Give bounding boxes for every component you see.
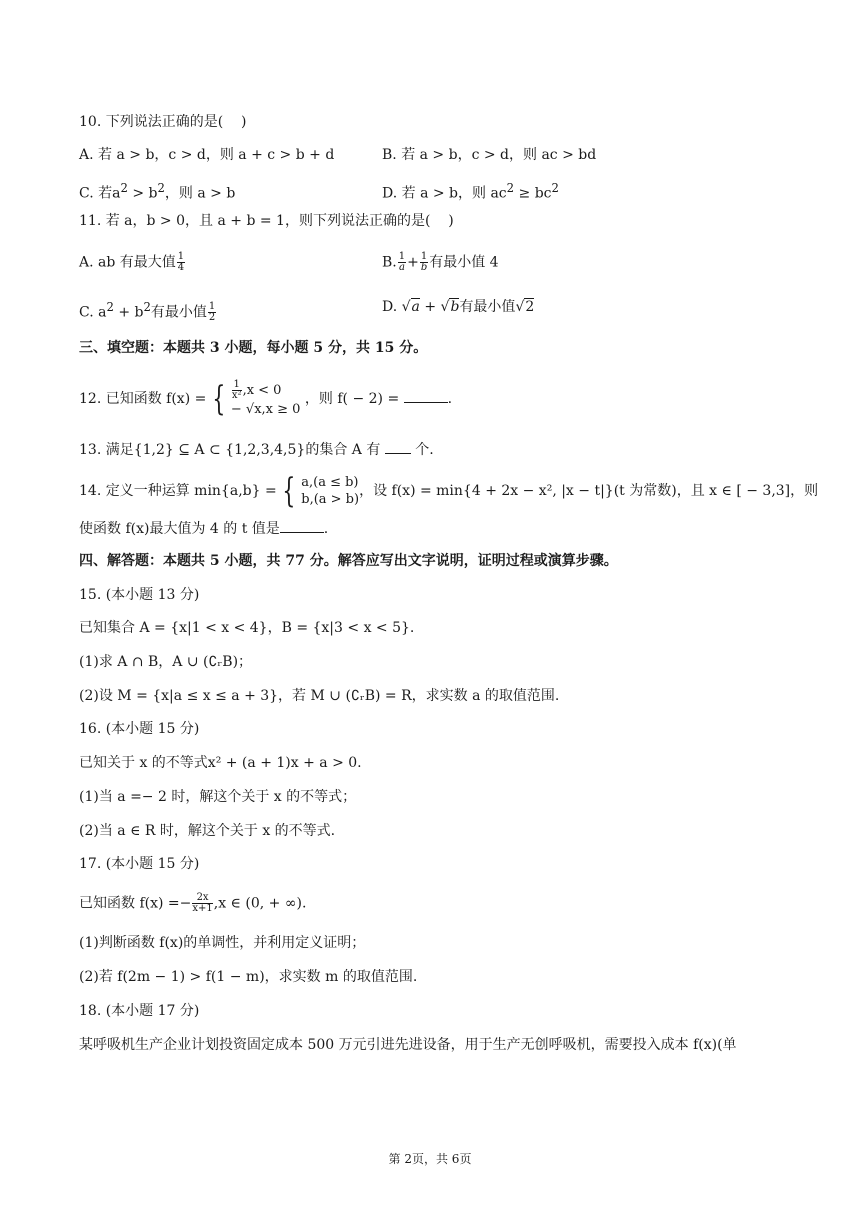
question-18-title: 18. (本小题 17 分) [79, 1003, 200, 1019]
fraction: $\frac{1}{a}$ [398, 251, 406, 273]
q14-prefix: 14. 定义一种运算 min{a,b} = [79, 483, 277, 499]
q12-suffix: ，则 f( − 2) = [304, 391, 400, 407]
option-a-text: A. ab 有最大值 [79, 254, 176, 271]
left-brace: { [282, 471, 296, 511]
question-15-line-1: 已知集合 A = {x|1 < x < 4}，B = {x|3 < x < 5}. [79, 620, 415, 636]
question-10-stem: 10. 下列说法正确的是( ) [79, 114, 247, 130]
left-brace: { [212, 379, 226, 419]
question-18-line-1: 某呼吸机生产企业计划投资固定成本 500 万元引进先进设备，用于生产无创呼吸机，需要投入成本 f(x)(单 [79, 1037, 737, 1053]
answer-blank [404, 388, 448, 403]
question-17-title: 17. (本小题 15 分) [79, 856, 200, 872]
section-3-heading: 三、填空题：本题共 3 小题，每小题 5 分，共 15 分。 [79, 340, 428, 356]
option-c-prefix: C. 若a [79, 185, 121, 202]
question-11-option-c: C. $a^2 + b^2$有最小值 $\frac{1}{2}$ [79, 300, 216, 324]
q14-line-2-text: 使函数 f(x)最大值为 4 的 t 值是 [79, 521, 280, 537]
option-c-prefix: C. a [79, 304, 107, 321]
option-d-text: 有最小值 [459, 299, 516, 315]
piecewise-cases [301, 474, 359, 508]
question-15-title: 15. (本小题 13 分) [79, 587, 200, 603]
question-14 [79, 471, 819, 511]
q12-case-1: ,x < 0 [242, 383, 282, 398]
question-13 [79, 439, 434, 460]
option-b-text: 有最小值 4 [429, 254, 499, 271]
fraction: $\frac{1}{4}$ [177, 251, 185, 273]
q12-case-2: − √x,x ≥ 0 [230, 402, 301, 417]
q13-suffix: 个. [415, 442, 434, 458]
question-10-option-a: A. 若 a > b，c > d，则 a + c > b + d [79, 147, 335, 163]
question-17-line-3: (2)若 f(2m − 1) > f(1 − m)，求实数 m 的取值范围. [79, 969, 418, 985]
fraction: $\frac{1}{b}$ [420, 251, 428, 273]
piecewise-cases [231, 380, 301, 418]
question-10-option-d: D. 若 a > b，则 $ac^2 \ge bc^2$ [382, 181, 559, 202]
option-c-end: ，则 a > b [164, 185, 236, 202]
fraction: $\frac{1}{2}$ [208, 301, 216, 324]
question-14-line-2 [79, 518, 328, 539]
question-15-line-2: (1)求 A ∩ B，A ∪ (∁ᵣB)； [79, 654, 253, 670]
fraction: $\frac{2x}{x+1}$ [192, 892, 213, 914]
q17-prefix: 已知函数 f(x) =− [79, 895, 192, 912]
question-16-title: 16. (本小题 15 分) [79, 721, 200, 737]
question-11-option-a [79, 252, 186, 273]
q14-line-2-end: . [323, 521, 329, 537]
option-d-prefix: D. 若 a > b，则 ac [382, 185, 507, 202]
question-16-line-2: (1)当 a =− 2 时，解这个关于 x 的不等式； [79, 789, 357, 805]
q17-suffix: ,x ∈ (0, + ∞). [213, 895, 307, 912]
q12-end: . [447, 391, 453, 407]
question-15-line-3: (2)设 M = {x|a ≤ x ≤ a + 3}，若 M ∪ (∁ᵣB) = R，求实数 a 的取值范围. [79, 688, 560, 704]
answer-blank [385, 439, 411, 454]
section-4-heading: 四、解答题：本题共 5 小题，共 77 分。解答应写出文字说明，证明过程或演算步骤。 [79, 553, 618, 569]
option-c-end: 有最小值 [150, 304, 207, 321]
q14-case-2: b,(a > b) [301, 492, 360, 507]
question-17-line-2: (1)判断函数 f(x)的单调性，并利用定义证明； [79, 935, 366, 951]
option-c-mid: + b [113, 304, 144, 321]
q13-prefix: 13. 满足{1,2} ⊆ A ⊂ {1,2,3,4,5}的集合 A 有 [79, 442, 381, 458]
question-11-stem: 11. 若 a，b > 0，且 a + b = 1，则下列说法正确的是( ) [79, 213, 454, 229]
question-16-line-1: 已知关于 x 的不等式x² + (a + 1)x + a > 0. [79, 755, 362, 771]
question-10-option-b: B. 若 a > b，c > d，则 ac > bd [382, 147, 597, 163]
fraction: $\frac{1}{\text{x²}}$ [231, 379, 242, 401]
option-c-mid: > b [127, 185, 158, 202]
question-11-option-b: B. $\frac{1}{a}$ + $\frac{1}{b}$ 有最小值 4 [382, 251, 499, 273]
answer-blank [280, 518, 324, 533]
option-d-mid: ≥ bc [514, 185, 552, 202]
q12-prefix: 12. 已知函数 f(x) = [79, 391, 207, 407]
question-11-option-d: D. √a + √b有最小值√2 [382, 299, 535, 315]
q14-case-1: a,(a ≤ b) [301, 475, 359, 490]
question-17-line-1 [79, 893, 306, 914]
question-16-line-3: (2)当 a ∈ R 时，解这个关于 x 的不等式. [79, 823, 336, 839]
question-10-option-c: C. 若$a^2 > b^2$，则 a > b [79, 181, 236, 202]
question-12 [79, 380, 452, 418]
q14-suffix: ，设 f(x) = min{4 + 2x − x², |x − t|}(t 为常数)，且 x ∈ [ − 3,3]，则 [359, 483, 819, 499]
page-footer: 第 2页，共 6页 [388, 1152, 472, 1166]
